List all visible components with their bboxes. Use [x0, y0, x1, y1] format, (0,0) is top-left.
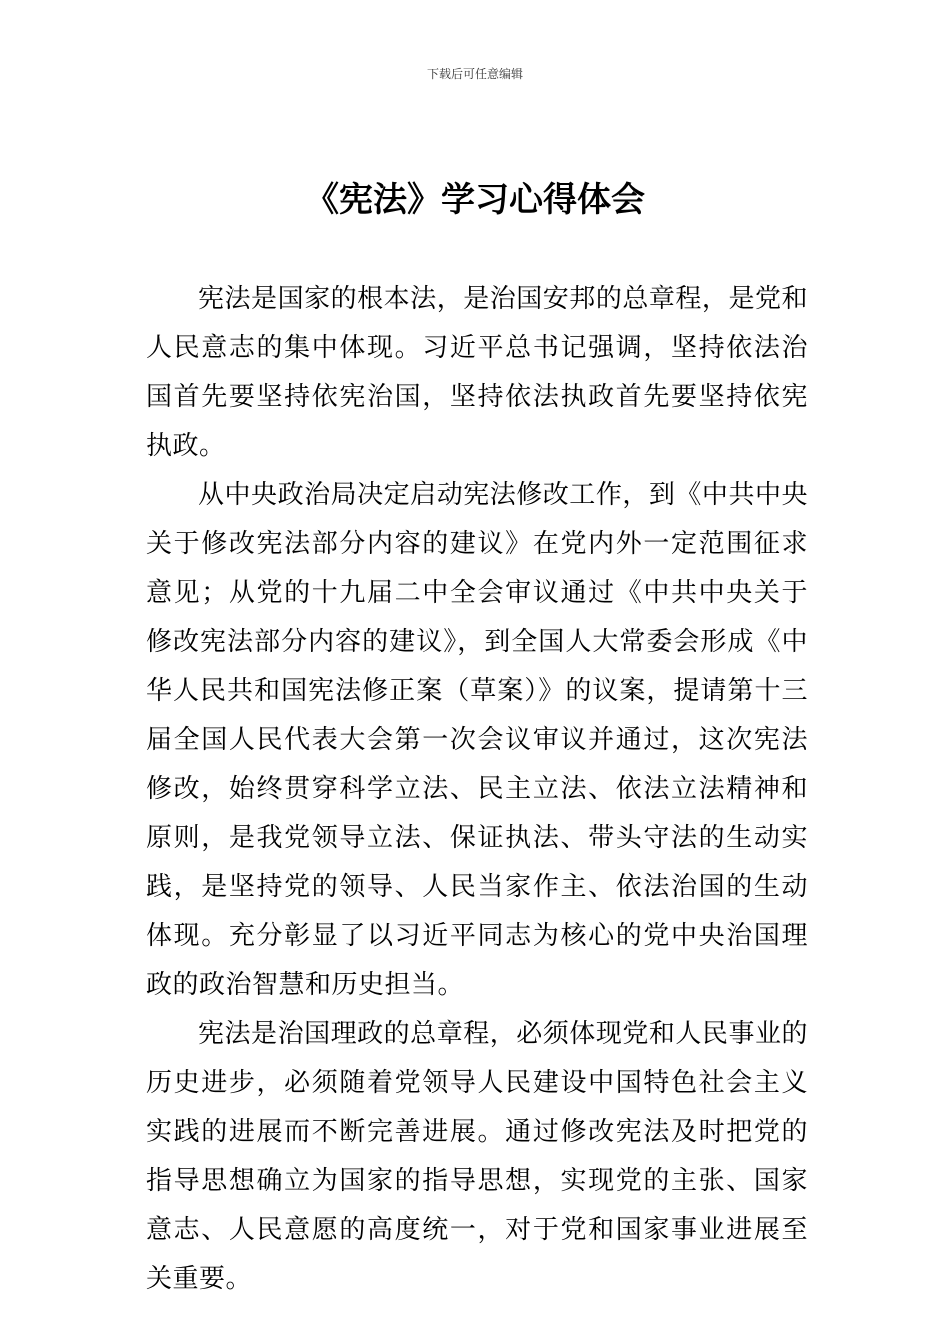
header-note: 下载后可任意编辑	[426, 67, 523, 81]
paragraph-2: 从中央政治局决定启动宪法修改工作，到《中共中央关于修改宪法部分内容的建议》在党内外一定范围征求意见；从党的十九届二中全会审议通过《中共中央关于修改宪法部分内容的建议》，到全国人大常委会形成《中华人民共和国宪法修正案（草案）》的议案，提请第十三届全国人民代表大会第一次会议审议并通过，这次宪法修改，始终贯穿科学立法、民主立法、依法立法精神和原则，是我党领导立法、保证执法、带头守法的生动实践，是坚持党的领导、人民当家作主、依法治国的生动体现。充分彰显了以习近平同志为核心的党中央治国理政的政治智慧和历史担当。	[146, 480, 808, 1000]
paragraph-3: 宪法是治国理政的总章程，必须体现党和人民事业的历史进步，必须随着党领导人民建设中国特色社会主义实践的进展而不断完善进展。通过修改宪法及时把党的指导思想确立为国家的指导思想，实现党的主张、国家意志、人民意愿的高度统一，对于党和国家事业进展至关重要。	[146, 1019, 808, 1294]
document-title: 《宪法》学习心得体会	[305, 180, 645, 220]
document-body	[146, 275, 808, 1304]
paragraph-1: 宪法是国家的根本法，是治国安邦的总章程，是党和人民意志的集中体现。习近平总书记强调，坚持依法治国首先要坚持依宪治国，坚持依法执政首先要坚持依宪执政。	[146, 284, 808, 461]
